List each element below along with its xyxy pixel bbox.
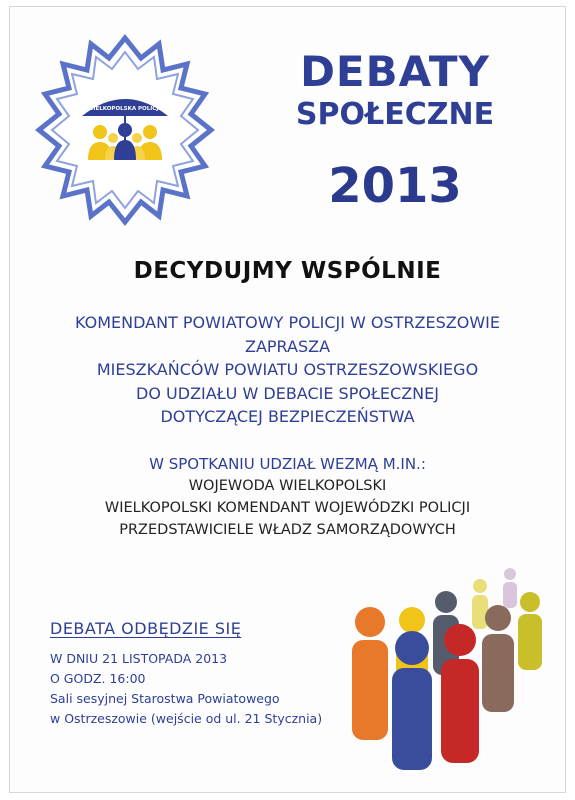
headline: DECYDUJMY WSPÓLNIE	[133, 258, 442, 284]
invitation-line: ZAPRASZA	[244, 336, 331, 356]
debate-venue: Sali sesyjnej Starostwa Powiatowego	[50, 691, 280, 706]
invitation-line: DOTYCZĄCEJ BEZPIECZEŃSTWA	[160, 407, 415, 426]
person-icon	[392, 631, 432, 770]
logo-badge-text: WIELKOPOLSKA POLICJA	[87, 106, 163, 112]
participants-lead: W SPOTKANIU UDZIAŁ WEZMĄ M.IN.:	[149, 455, 426, 473]
debate-time: O GODZ. 16:00	[50, 671, 146, 686]
person-icon	[482, 605, 514, 712]
participant-item: WOJEWODA WIELKOPOLSKI	[188, 478, 387, 494]
person-icon	[518, 592, 542, 670]
title-year: 2013	[328, 158, 462, 214]
invitation-line: KOMENDANT POWIATOWY POLICJI W OSTRZESZOWIE	[75, 313, 500, 332]
person-icon	[352, 607, 388, 740]
participants-block	[0, 453, 575, 541]
invitation-block	[0, 311, 575, 429]
title-line-2: SPOŁECZNE	[295, 97, 495, 132]
participant-item: WIELKOPOLSKI KOMENDANT WOJEWÓDZKI POLICJI	[104, 500, 471, 516]
debate-heading: DEBATA ODBĘDZIE SIĘ	[50, 619, 242, 638]
debate-address: w Ostrzeszowie (wejście od ul. 21 Stycznia)	[50, 711, 323, 726]
police-star-logo	[30, 30, 220, 230]
invitation-line: MIESZKAŃCÓW POWIATU OSTRZESZOWSKIEGO	[96, 360, 479, 379]
title-line-1: DEBATY	[300, 47, 490, 96]
participant-item: PRZEDSTAWICIELE WŁADZ SAMORZĄDOWYCH	[119, 522, 456, 538]
debate-date: W DNIU 21 LISTOPADA 2013	[50, 651, 228, 666]
crowd-illustration	[340, 560, 560, 770]
invitation-line: DO UDZIAŁU W DEBACIE SPOŁECZNEJ	[136, 383, 439, 403]
person-icon	[503, 568, 517, 608]
person-icon	[441, 624, 479, 763]
debate-details	[50, 649, 322, 729]
